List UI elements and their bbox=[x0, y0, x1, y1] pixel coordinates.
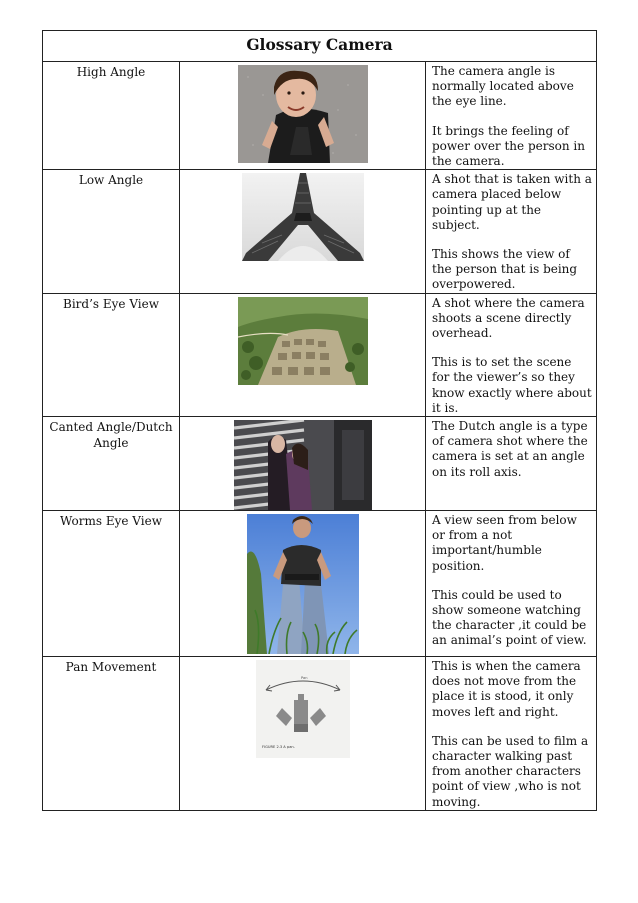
dutch-angle-photo-icon bbox=[234, 420, 372, 510]
description-text: A view seen from below or from a not important/humble position. bbox=[432, 513, 577, 573]
description-text: This can be used to film a character walking past from another characters point of view ,who is not moving. bbox=[432, 733, 589, 809]
description-text: This is to set the scene for the viewer’s so they know exactly where about it is. bbox=[432, 355, 592, 415]
diagram-caption: FIGURE 2.3 A pan. bbox=[261, 745, 295, 750]
description-text: A shot where the camera shoots a scene directly overhead. bbox=[432, 295, 585, 341]
image-cell bbox=[180, 62, 426, 170]
page-title: Glossary Camera bbox=[43, 31, 597, 62]
description-text: A shot that is taken with a camera placed below pointing up at the subject. bbox=[432, 172, 592, 232]
table-row bbox=[43, 511, 597, 657]
pan-diagram-icon bbox=[256, 660, 350, 758]
title-row bbox=[43, 31, 597, 62]
image-cell bbox=[180, 511, 426, 657]
description-text: The Dutch angle is a type of camera shot where the camera is set at an angle on its roll axis. bbox=[432, 419, 588, 479]
diagram-label: Pan bbox=[300, 676, 307, 681]
description-text: This shows the view of the person that is being overpowered. bbox=[432, 247, 578, 292]
term-cell: Worms Eye View bbox=[43, 511, 180, 657]
description-cell bbox=[426, 62, 597, 170]
aerial-city-photo-icon bbox=[238, 297, 368, 385]
term-cell: Low Angle bbox=[43, 170, 180, 293]
table-row bbox=[43, 293, 597, 416]
term-cell: Pan Movement bbox=[43, 657, 180, 811]
description-cell bbox=[426, 417, 597, 511]
image-cell bbox=[180, 170, 426, 293]
term-cell: High Angle bbox=[43, 62, 180, 170]
description-text: This could be used to show someone watching the character ,it could be an animal’s point of view. bbox=[432, 587, 587, 648]
term-cell: Canted Angle/Dutch Angle bbox=[43, 417, 180, 511]
table-row bbox=[43, 62, 597, 170]
eiffel-tower-photo-icon bbox=[242, 173, 364, 261]
image-cell bbox=[180, 657, 426, 811]
table-row bbox=[43, 657, 597, 811]
description-text: It brings the feeling of power over the person in the camera. bbox=[432, 123, 585, 169]
description-text: This is when the camera does not move from the place it is stood, it only moves left and right. bbox=[432, 659, 581, 719]
worms-eye-photo-icon bbox=[247, 514, 359, 654]
table-row bbox=[43, 170, 597, 293]
description-cell bbox=[426, 293, 597, 416]
description-cell bbox=[426, 657, 597, 811]
high-angle-photo-icon bbox=[238, 65, 368, 163]
glossary-table bbox=[42, 30, 597, 811]
image-cell bbox=[180, 293, 426, 416]
description-cell bbox=[426, 511, 597, 657]
image-cell bbox=[180, 417, 426, 511]
table-row bbox=[43, 417, 597, 511]
term-cell: Bird’s Eye View bbox=[43, 293, 180, 416]
description-text: The camera angle is normally located above the eye line. bbox=[432, 64, 574, 109]
description-cell bbox=[426, 170, 597, 293]
